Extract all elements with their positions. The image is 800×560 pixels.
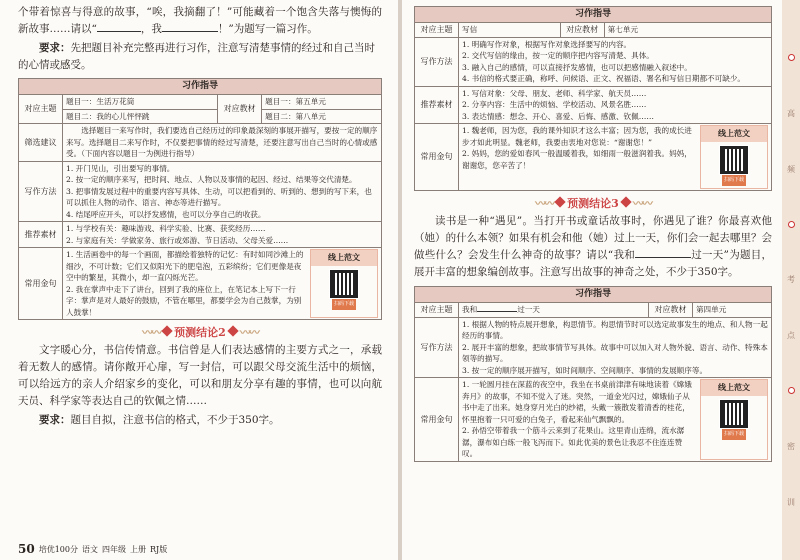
name-blank xyxy=(635,248,691,258)
side-tab-strip xyxy=(782,0,800,560)
list-item: 2. 分享内容：生活中的烦恼、学校活动、风景名胜…… xyxy=(462,100,647,109)
sentence-label: 常用金句 xyxy=(415,124,459,191)
sentence-cell xyxy=(459,378,772,462)
side-tab-char: 点 xyxy=(786,331,796,340)
diamond-icon xyxy=(555,196,566,207)
filter-label: 筛选建议 xyxy=(19,124,63,162)
topic-b2: 题目二：第八单元 xyxy=(262,109,382,124)
qr-code-icon[interactable] xyxy=(330,270,358,298)
diamond-icon xyxy=(620,196,631,207)
writing-guide-table-1 xyxy=(18,78,382,320)
material-value: 第七单元 xyxy=(604,23,771,38)
material-label: 对应教材 xyxy=(648,303,692,318)
circle-icon xyxy=(788,221,795,228)
list-item: 2. 我在掌声中走下了讲台，回到了我的座位上，在笔记本上写下一行字：掌声是对人最好的鼓励，不管在哪里，都要学会为自己鼓掌，为别人鼓掌！ xyxy=(66,284,302,317)
side-tab-char: 密 xyxy=(786,442,796,451)
section-2-title: 〰〰 预测结论2 〰〰 xyxy=(142,326,258,339)
list-item: 2. 交代写信的缘由，按一定的顺序把内容写清楚、具体。 xyxy=(462,51,654,60)
title-blank-1 xyxy=(97,22,141,32)
writing-guide-table-3 xyxy=(414,286,772,462)
topic-a1: 题目一：生活万花筒 xyxy=(63,95,218,110)
online-sample-box[interactable]: 线上范文 扫码下载 xyxy=(700,379,768,460)
method-list xyxy=(459,37,772,86)
left-page xyxy=(0,0,398,560)
topic-value: 写信 xyxy=(459,23,561,38)
list-item: 1. 魏老师，因为您，我的课外知识才这么丰富；因为您，我的成长进步才如此明显。魏老师，我要由衷地对您说：“谢谢您！” xyxy=(462,126,692,147)
topic-label: 对应主题 xyxy=(19,95,63,124)
section-3-paragraph: 读书是一种“遇见”。当打开书或童话故事时，你遇见了谁？你最喜欢他（她）的什么本领？如果有机会和他（她）过上一天，你们会一起去哪里？会做些什么？会发生什么神奇的故事？请以“我和 过一天”为题目，展开丰富的想象编创故事。注意写出故事的神奇之处，不少于350字。 xyxy=(414,215,772,278)
list-item: 1. 写信对象：父母、朋友、老师、科学家、航天员…… xyxy=(462,88,647,98)
list-item: 1. 生活画卷中的每一个画面，都描绘着独特的记忆：有时如同沙滩上的细沙，不可计数；它们又似阳光下的肥皂泡，五彩缤纷；它们更像是夜空中的繁星，其微小，却一直闪烁光芒。 xyxy=(66,250,304,282)
online-sample-box[interactable]: 线上范文 扫码下载 xyxy=(310,249,378,318)
material-label: 对应教材 xyxy=(218,95,262,124)
list-item: 3. 表达情感：想念、开心、喜爱、后悔、感激、钦佩…… xyxy=(462,111,654,121)
list-item: 4. 书信的格式要正确，称呼、问候语、正文、祝福语、署名和写信日期都不可缺少。 xyxy=(462,74,746,83)
method-list xyxy=(459,317,772,378)
table-title: 习作指导 xyxy=(415,287,772,303)
side-tab-char: 频 xyxy=(786,164,796,173)
list-item: 3. 把事情发展过程中的重要内容写具体、生动，可以把看到的、听到的、想到的写下来，也可以抓住人物的动作、语言、神态等进行描写。 xyxy=(66,186,372,207)
circle-icon xyxy=(788,54,795,61)
topic-a2: 题目二：我的心儿怦怦跳 xyxy=(63,109,218,124)
diamond-icon xyxy=(162,325,173,336)
table-title: 习作指导 xyxy=(415,7,772,23)
topic-blank xyxy=(477,304,517,312)
sentence-cell xyxy=(63,248,382,320)
list-item: 1. 开门见山，引出要写的事情。 xyxy=(66,163,175,173)
list-item: 4. 结尾呼应开头，可以抒发感情，也可以分享自己的收获。 xyxy=(66,209,266,219)
side-tab-char: 训 xyxy=(786,497,796,506)
material-rec-label: 推荐素材 xyxy=(19,222,63,248)
topic-label: 对应主题 xyxy=(415,23,459,38)
title-blank-2 xyxy=(162,22,218,32)
right-page xyxy=(402,0,782,560)
circle-icon xyxy=(788,387,795,394)
topic-value: 我和 过一天 xyxy=(459,303,649,318)
topic-b1: 题目一：第五单元 xyxy=(262,95,382,110)
list-item: 1. 与学校有关：趣味游戏、科学实验、比赛、获奖经历…… xyxy=(66,224,266,233)
list-item: 2. 展开丰富的想象，把故事情节写具体。故事中可以加入对人物外貌、语言、动作、特殊本领等的描写。 xyxy=(462,342,768,363)
method-label: 写作方法 xyxy=(415,317,459,378)
online-sample-box[interactable]: 线上范文 扫码下载 xyxy=(700,125,768,189)
list-item: 2. 孙悟空带着我一个筋斗云来到了花果山。这里青山连绵，流水潺潺，瀑布如白练一般飞泻而下。如此优美的景色让我忍不住连连赞叹。 xyxy=(462,426,685,458)
rec-list xyxy=(459,86,772,124)
material-list xyxy=(63,222,382,248)
page-footer: 50 培优100分 语文 四年级 上册 RJ版 xyxy=(18,542,168,556)
table-title: 习作指导 xyxy=(19,79,382,95)
method-label: 写作方法 xyxy=(415,37,459,86)
list-item: 1. 一轮圆月挂在深蓝的夜空中，我坐在书桌前津津有味地读着《嫦娥奔月》的故事，不知不觉入了迷。突然，一道金光闪过，嫦娥仙子从书中走了出来。她身穿月光白的纱裙，头戴一簇散发着清香的桂花，怀里抱着一只可爱的白兔子，看起来仙气飘飘的。 xyxy=(462,380,692,424)
requirement-1: 要求：先把题目补充完整再进行习作，注意写清楚事情的经过和自己当时的心情或感受。 xyxy=(18,42,375,71)
intro-paragraph: 个带着惊喜与得意的故事，“唉，我摘翻了！”可能藏着一个饱含失落与懊悔的新故事……请以“ ，我 ！”为题写一篇习作。 xyxy=(18,6,382,35)
qr-code-icon[interactable] xyxy=(720,400,748,428)
side-tab-char: 考 xyxy=(786,275,796,284)
list-item: 2. 妈妈，您的爱如春风一般温暖着我，如细雨一般滋润着我。妈妈，谢谢您，您辛苦了！ xyxy=(462,149,692,170)
rec-label: 推荐素材 xyxy=(415,86,459,124)
sentence-label: 常用金句 xyxy=(415,378,459,462)
sentence-label: 常用金句 xyxy=(19,248,63,320)
list-item: 2. 与家庭有关：学做家务、旅行或郊游、节日活动、父母关爱…… xyxy=(66,235,289,245)
section-2-paragraph: 文字暖心分，书信传情意。书信曾是人们表达感情的主要方式之一，承载着无数人的感情。请你敞开心扉，写一封信，可以跟父母交流生活中的烦恼，可以给远方的亲人介绍家乡的变化，可以和朋友分享有趣的事情，也可以向航天员、科学家等表达自己的钦佩之情…… xyxy=(18,344,382,407)
diamond-icon xyxy=(227,325,238,336)
topic-label: 对应主题 xyxy=(415,303,459,318)
list-item: 2. 按一定的顺序来写，把时间、地点、人物以及事情的起因、经过、结果等交代清楚。 xyxy=(66,175,357,184)
filter-text: 选择题目一来写作时，我们要选自己经历过的印象最深刻的事展开描写，要按一定的顺序来写。选择题目二来写作时，不仅要把事情的经过写清楚，还要注意写出自己当时的心情或感受。（下面内容以题目一为例进行指导） xyxy=(63,124,382,162)
page-number: 50 xyxy=(18,542,35,556)
list-item: 3. 按一定的顺序展开描写，如时间顺序、空间顺序、事情的发展顺序等。 xyxy=(462,365,708,375)
list-item: 1. 根据人物的特点展开想象，构思情节。构思情节时可以选定故事发生的地点、和人物一起经历的事情。 xyxy=(462,319,768,340)
requirement-2: 要求：题目自拟，注意书信的格式，不少于350字。 xyxy=(39,414,280,426)
side-tab-char: 高 xyxy=(786,108,796,117)
writing-guide-table-2 xyxy=(414,6,772,191)
section-3-title: 〰〰 预测结论3 〰〰 xyxy=(535,197,651,210)
material-label: 对应教材 xyxy=(560,23,604,38)
qr-code-icon[interactable] xyxy=(720,146,748,174)
method-label: 写作方法 xyxy=(19,161,63,222)
sentence-cell xyxy=(459,124,772,191)
list-item: 3. 融入自己的感情，可以直接抒发感情，也可以把感情融入叙述中。 xyxy=(462,62,692,72)
material-value: 第四单元 xyxy=(692,303,771,318)
method-list xyxy=(63,161,382,222)
list-item: 1. 明确写作对象，根据写作对象选择要写的内容。 xyxy=(462,39,632,49)
